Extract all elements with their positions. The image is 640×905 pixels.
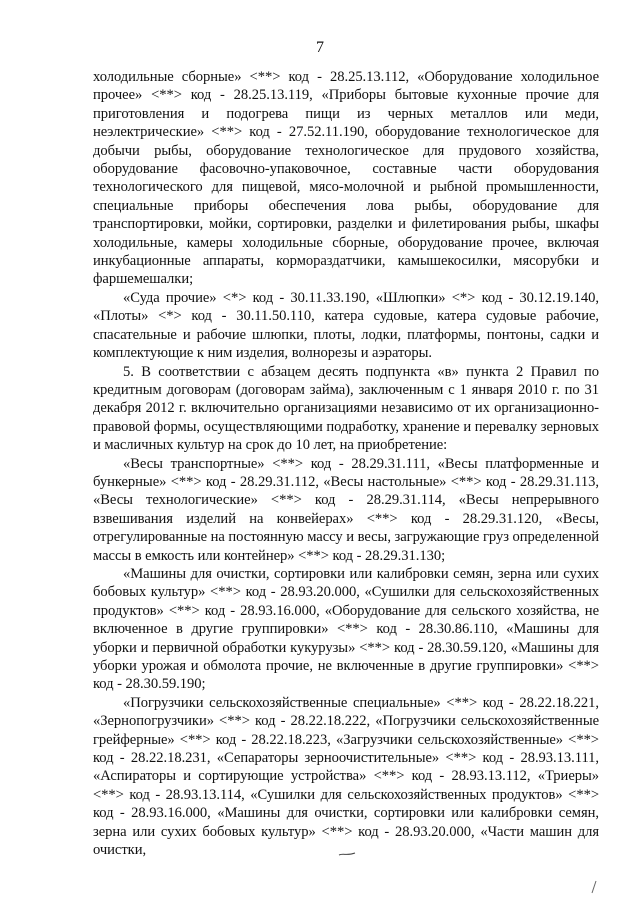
- paragraph-vessels: «Суда прочие» <*> код - 30.11.33.190, «Шлюпки» <*> код - 30.12.19.140, «Плоты» <*> код - 30.11.50.110, катера судовые, катера судовые рабочие, спасательные и рабочие шлюпки, плоты, лодки, платформы, понтоны, садки и комплектующие к ним изделия, волнорезы и аэраторы.: [93, 289, 599, 362]
- page-number: 7: [316, 39, 324, 56]
- paragraph-loaders: «Погрузчики сельскохозяйственные специальные» <**> код - 28.22.18.221, «Зернопогрузчики» <**> код - 28.22.18.222, «Погрузчики сельскохозяйственные грейферные» <**> код - 28.22.18.223, «Загрузчики сельскохозяйственные» <**> код - 28.22.18.231, «Сепараторы зерноочистительные» <**> код - 28.93.13.111, «Аспираторы и сортирующие устройства» <**> код - 28.93.13.112, «Триеры» <**> код - 28.93.13.114, «Сушилки для сельскохозяйственных продуктов» <**> код - 28.93.16.000, «Машины для очистки, сортировки или калибровки семян, зерна или сухих бобовых культур» <**> код - 28.93.20.000, «Части машин для очистки,: [93, 694, 599, 859]
- document-body: [93, 68, 599, 859]
- corner-mark: [590, 880, 598, 894]
- scan-mark: [338, 852, 356, 856]
- paragraph-section-5: 5. В соответствии с абзацем десять подпункта «в» пункта 2 Правил по кредитным договорам (договорам займа), заключенным с 1 января 2010 г. по 31 декабря 2012 г. включительно организациями независимо от их организационно-правовой формы, осуществляющими подработку, хранение и перевалку зерновых и масличных культур на срок до 10 лет, на приобретение:: [93, 363, 599, 454]
- paragraph-cleaning-machines: «Машины для очистки, сортировки или калибровки семян, зерна или сухих бобовых культур» <**> код - 28.93.20.000, «Сушилки для сельскохозяйственных продуктов» <**> код - 28.93.16.000, «Оборудование для сельского хозяйства, не включенное в другие группировки» <**> код - 28.30.86.110, «Машины для уборки и первичной обработки кукурузы» <**> код - 28.30.59.120, «Машины для уборки урожая и обмолота прочие, не включенные в другие группировки» <**> код - 28.30.59.190;: [93, 565, 599, 693]
- paragraph-scales: «Весы транспортные» <**> код - 28.29.31.111, «Весы платформенные и бункерные» <**> код - 28.29.31.112, «Весы настольные» <**> код - 28.29.31.113, «Весы технологические» <**> код - 28.29.31.114, «Весы непрерывного взвешивания изделий на конвейерах» <**> код - 28.29.31.120, «Весы, отрегулированные на постоянную массу и весы, загружающие груз определенной массы в емкость или контейнер» <**> код - 28.29.31.130;: [93, 455, 600, 564]
- paragraph-refrigeration-equipment: холодильные сборные» <**> код - 28.25.13.112, «Оборудование холодильное прочее» <**> код - 28.25.13.119, «Приборы бытовые кухонные прочие для приготовления и подогрева пищи из черных металлов или меди, неэлектрические» <**> код - 27.52.11.190, оборудование технологическое для добычи рыбы, оборудование технологическое для прудового хозяйства, оборудование фасовочно-упаковочное, составные части оборудования технологического для пищевой, мясо-молочной и рыбной промышленности, специальные приборы обеспечения лова рыбы, оборудование для транспортировки, мойки, сортировки, разделки и филетирования рыбы, шкафы холодильные, камеры холодильные сборные, оборудование прочее, включая инкубационные аппараты, кормораздатчики, камышекосилки, мясорубки и фаршемешалки;: [93, 69, 599, 288]
